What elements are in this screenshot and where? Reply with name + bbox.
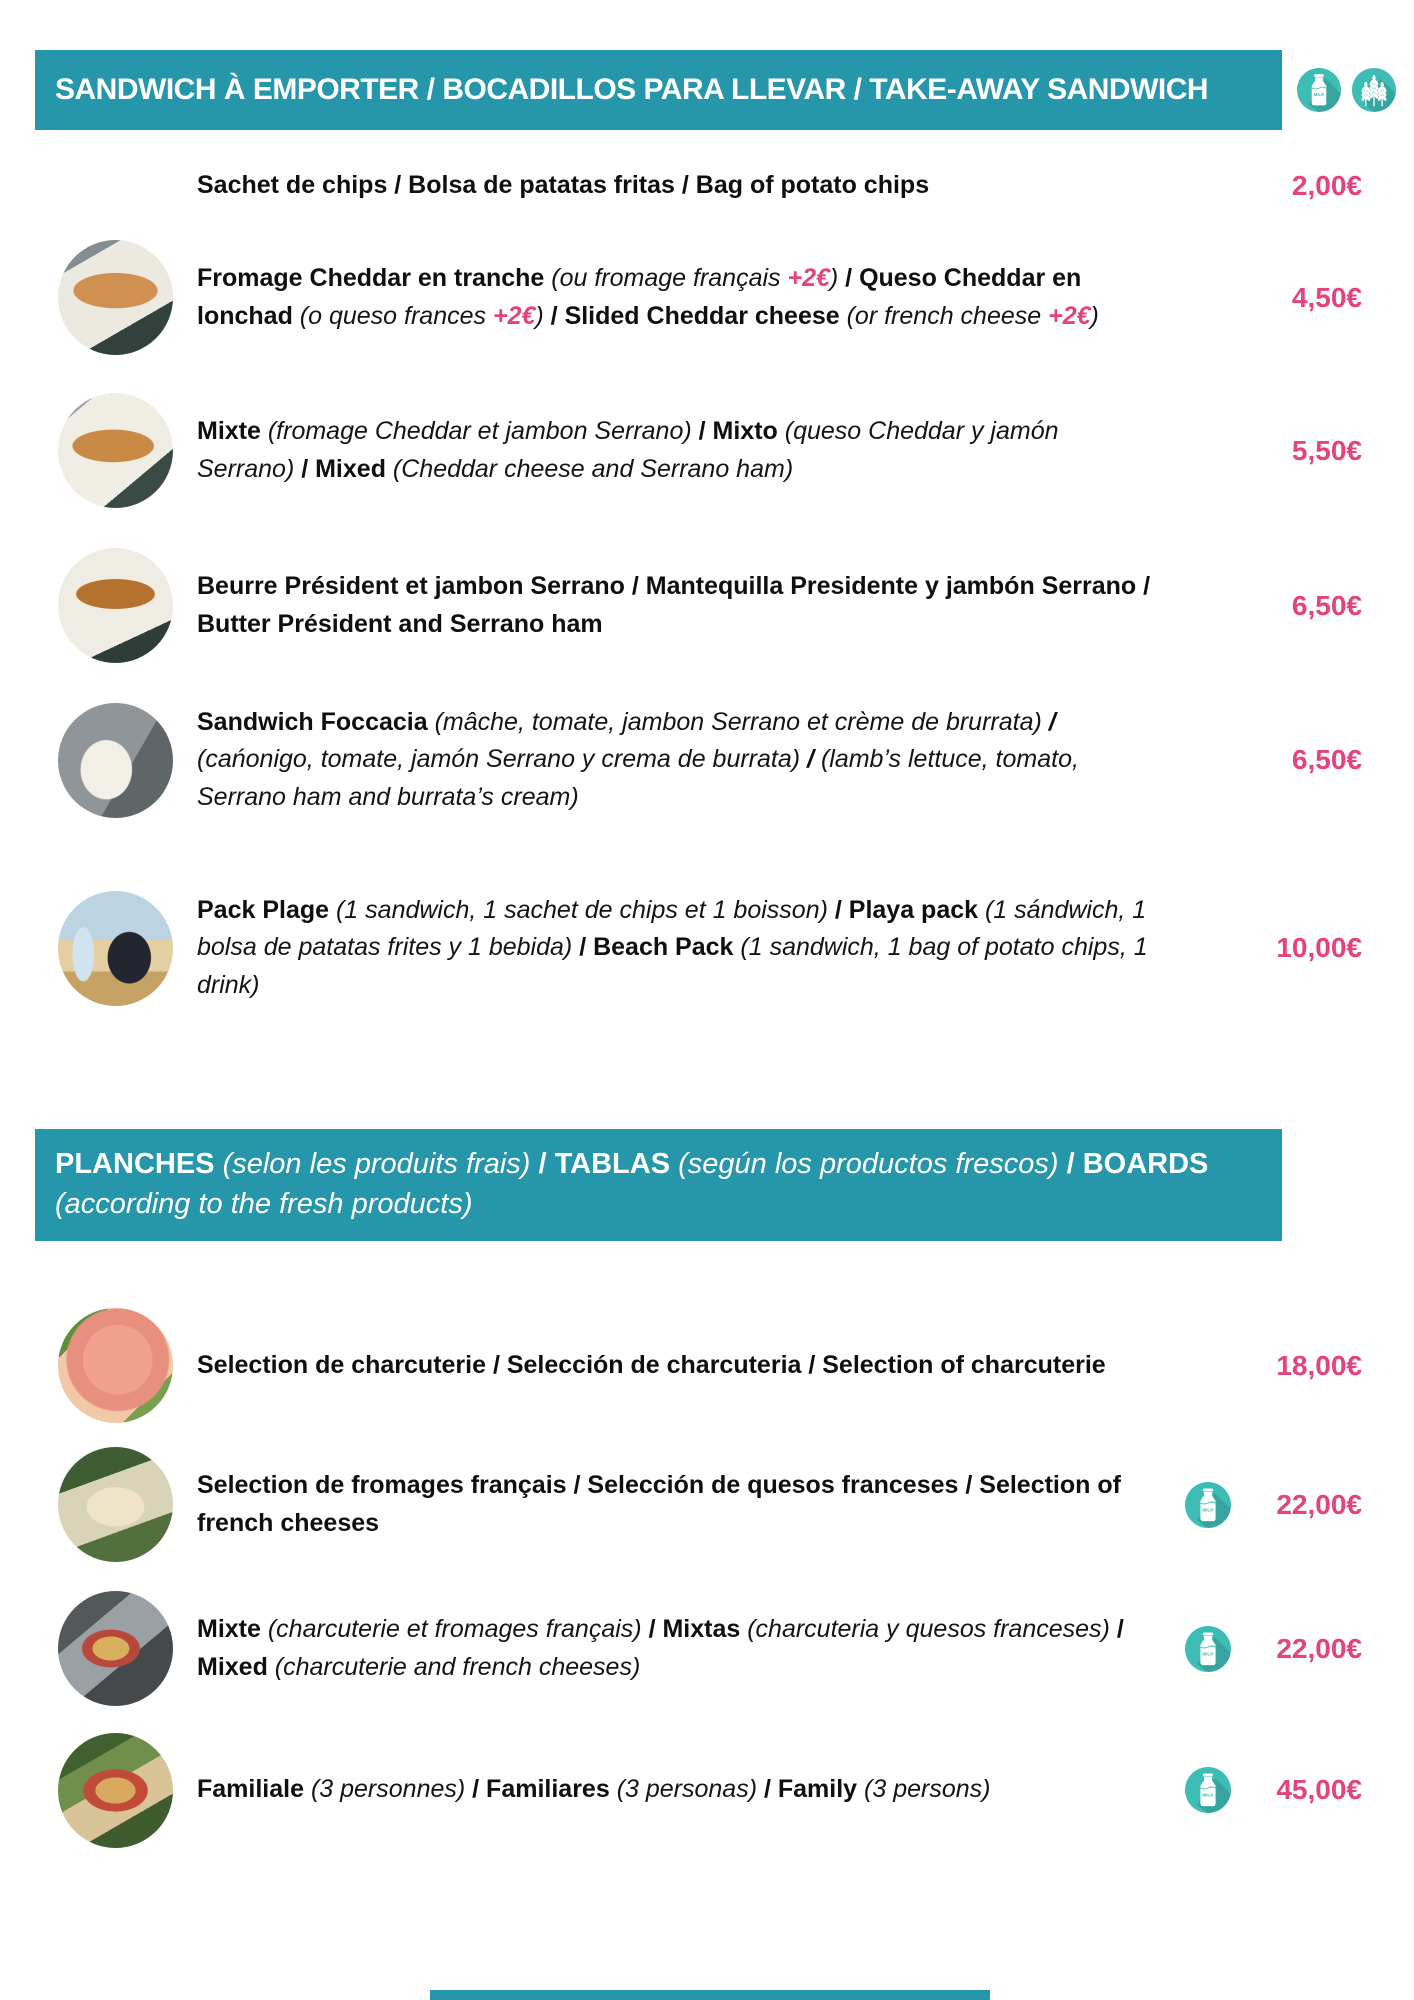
text-segment: / Mixtas	[648, 1615, 748, 1644]
text-segment: (Cheddar cheese and Serrano ham)	[392, 454, 794, 483]
item-right-zone	[1184, 1625, 1362, 1673]
sandwich-header-bar	[35, 50, 1282, 130]
item-right-zone	[1184, 924, 1362, 972]
item-right-zone	[1184, 1766, 1362, 1814]
text-segment: (cańonigo, tomate, jamón Serrano y crema de burrata)	[197, 745, 808, 774]
text-segment: /	[538, 1148, 555, 1180]
text-segment: / Familiares	[472, 1775, 617, 1804]
wheat-icon	[1351, 67, 1397, 113]
svg-text:MILK: MILK	[1202, 1651, 1214, 1657]
menu-item-row	[58, 1447, 1362, 1562]
text-segment: Selection de fromages français / Selección de quesos franceses / Selection of french cheeses	[197, 1471, 1121, 1537]
text-segment: (1 sandwich, 1 sachet de chips et 1 boisson)	[335, 895, 835, 924]
item-price: 6,50€	[1291, 744, 1362, 775]
sandwich-items-list	[0, 162, 1414, 1010]
mixte-board-photo	[58, 1591, 173, 1706]
text-segment: (3 personnes)	[310, 1775, 473, 1804]
beurre-baguette-photo	[58, 548, 173, 663]
text-segment: / Mixed	[197, 1615, 1124, 1681]
cheddar-sandwich-photo	[58, 240, 173, 355]
sandwich-header-title: SANDWICH À EMPORTER / BOCADILLOS PARA LLEVAR / TAKE-AWAY SANDWICH	[55, 73, 1209, 106]
text-segment: (or french cheese	[846, 301, 1049, 330]
svg-text:MILK: MILK	[1202, 1792, 1214, 1798]
item-description	[197, 260, 1155, 335]
item-price: 2,00€	[1291, 170, 1362, 201]
mixte-sandwich-photo	[58, 393, 173, 508]
text-segment: PLANCHES	[55, 1148, 223, 1180]
text-segment: / Family	[763, 1775, 865, 1804]
text-segment: Selection de charcuterie / Selección de charcuteria / Selection of charcuterie	[197, 1350, 1106, 1379]
boards-header-bar	[35, 1129, 1282, 1241]
foccacia-sandwich-photo	[58, 703, 173, 818]
text-segment: (o queso frances	[299, 301, 493, 330]
text-segment: (3 personas)	[616, 1775, 764, 1804]
text-segment: )	[829, 264, 846, 292]
text-segment: (charcuterie et fromages français)	[267, 1615, 649, 1644]
item-description	[197, 892, 1155, 1005]
cheese-board-photo	[58, 1447, 173, 1562]
text-segment: (queso Cheddar y jamón Serrano)	[197, 417, 1059, 483]
charcuterie-board-photo	[58, 1308, 173, 1423]
menu-item-row	[58, 886, 1362, 1010]
text-segment: )	[535, 301, 551, 330]
milk-icon-slot	[1184, 1625, 1232, 1673]
text-segment: (selon les produits frais)	[222, 1148, 539, 1180]
text-segment: Fromage Cheddar en tranche	[197, 264, 552, 292]
milk-icon	[1184, 1481, 1232, 1529]
item-price: 22,00€	[1276, 1632, 1362, 1664]
menu-item-row	[58, 393, 1362, 508]
text-segment: / Mixto	[698, 417, 785, 445]
item-description	[197, 1771, 1155, 1809]
item-price: 10,00€	[1276, 932, 1362, 963]
menu-item-row	[58, 548, 1362, 663]
text-segment: / Playa pack	[834, 895, 985, 924]
menu-item-row	[58, 162, 1362, 210]
text-segment: / Mixed	[301, 454, 393, 483]
text-segment: (charcuteria y quesos franceses)	[747, 1615, 1117, 1644]
text-segment: +2€	[492, 301, 536, 330]
item-description	[197, 704, 1155, 817]
item-right-zone	[1184, 1342, 1362, 1390]
item-description	[197, 1611, 1155, 1686]
item-right-zone	[1184, 427, 1362, 475]
text-segment: )	[1090, 301, 1099, 330]
item-price: 22,00€	[1276, 1488, 1362, 1520]
text-segment: (mâche, tomate, jambon Serrano et crème de brurrata)	[434, 707, 1049, 736]
text-segment: Beurre Président et jambon Serrano / Mantequilla Presidente y jambón Serrano / Butter Président and Serrano ham	[197, 572, 1151, 638]
text-segment: Sandwich Foccacia	[197, 707, 435, 736]
milk-icon	[1296, 67, 1342, 113]
menu-item-row	[58, 1730, 1362, 1850]
item-price: 18,00€	[1276, 1349, 1362, 1381]
text-segment: Sachet de chips / Bolsa de patatas fritas / Bag of potato chips	[197, 171, 930, 200]
item-description	[197, 568, 1155, 643]
milk-icon	[1184, 1625, 1232, 1673]
svg-text:MILK: MILK	[1202, 1507, 1214, 1513]
dietary-icons	[1296, 67, 1397, 113]
text-segment: (according to the fresh products)	[55, 1188, 473, 1221]
item-description	[197, 1347, 1155, 1385]
menu-item-row	[58, 1308, 1362, 1423]
item-right-zone	[1184, 162, 1362, 210]
text-segment: /	[1048, 707, 1056, 736]
text-segment: (ou fromage français	[551, 264, 788, 292]
text-segment: /	[807, 745, 821, 774]
text-segment: (lamb’s lettuce, tomato, Serrano ham and burrata’s cream)	[197, 745, 1079, 811]
text-segment: (3 persons)	[864, 1775, 991, 1804]
item-right-zone	[1184, 736, 1362, 784]
text-segment: (1 sándwich, 1 bolsa de patatas frites y 1 bebida)	[197, 895, 1147, 962]
text-segment: Familiale	[197, 1775, 311, 1804]
svg-text:MILK: MILK	[1313, 92, 1325, 98]
item-price: 5,50€	[1291, 434, 1362, 466]
text-segment: +2€	[787, 264, 830, 292]
item-right-zone	[1184, 274, 1362, 322]
milk-icon-slot	[1184, 1481, 1232, 1529]
text-segment: (charcuterie and french cheeses)	[274, 1652, 641, 1681]
menu-item-row	[58, 240, 1362, 355]
text-segment: / BOARDS	[1066, 1148, 1209, 1180]
menu-item-row	[58, 1591, 1362, 1706]
item-right-zone	[1184, 1481, 1362, 1529]
text-segment: (según los productos frescos)	[678, 1148, 1067, 1180]
item-right-zone	[1184, 582, 1362, 630]
item-price: 45,00€	[1276, 1774, 1362, 1806]
pack-plage-photo	[58, 891, 173, 1006]
text-segment: (fromage Cheddar et jambon Serrano)	[267, 417, 699, 445]
text-segment: (1 sandwich, 1 bag of potato chips, 1 drink)	[197, 933, 1148, 999]
text-segment: / Queso Cheddar en lonchad	[197, 264, 1082, 330]
text-segment: Mixte	[197, 1615, 268, 1644]
milk-icon	[1184, 1766, 1232, 1814]
item-description	[197, 1467, 1155, 1542]
item-price: 6,50€	[1291, 589, 1362, 621]
sandwich-section-header	[35, 50, 1414, 130]
text-segment: Mixte	[197, 417, 268, 445]
boards-items-list	[0, 1308, 1414, 1850]
item-description	[197, 167, 1155, 205]
next-section-header-peek	[430, 1990, 990, 2000]
familiale-board-photo	[58, 1733, 173, 1848]
text-segment: Pack Plage	[197, 895, 336, 924]
text-segment: TABLAS	[554, 1148, 679, 1180]
text-segment: +2€	[1048, 301, 1091, 330]
text-segment: / Slided Cheddar cheese	[550, 301, 847, 330]
item-price: 4,50€	[1291, 281, 1362, 313]
text-segment: / Beach Pack	[579, 933, 741, 962]
item-description	[197, 413, 1155, 488]
menu-item-row	[58, 698, 1362, 822]
milk-icon-slot	[1184, 1766, 1232, 1814]
